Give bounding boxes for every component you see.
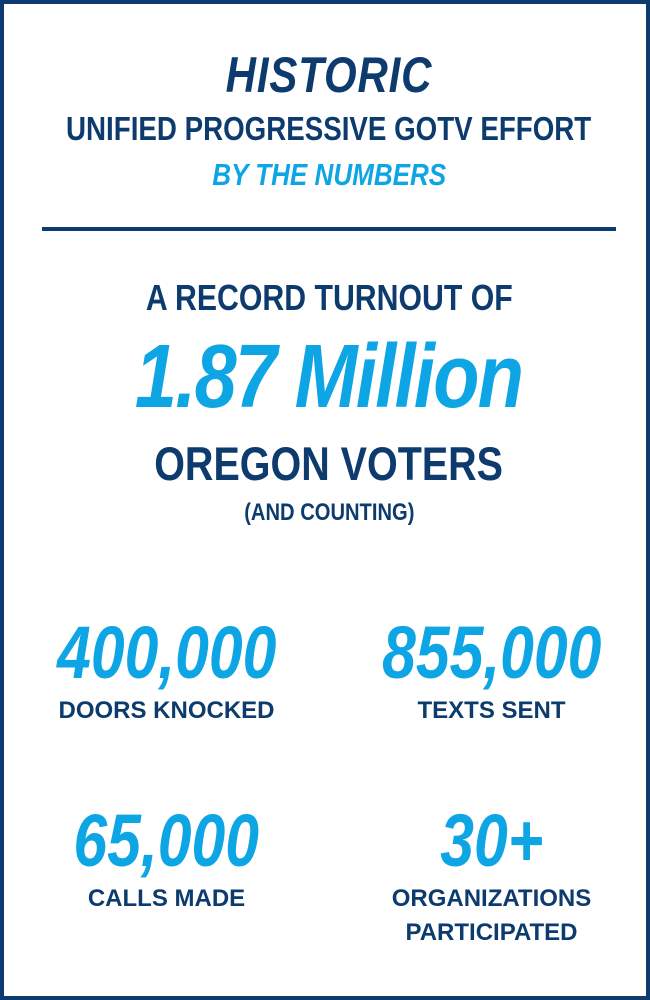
stat-texts-sent xyxy=(329,611,650,728)
stat-calls-made xyxy=(4,799,329,916)
divider xyxy=(42,227,616,231)
headline-lead xyxy=(4,277,650,318)
stat-label: DOORS KNOCKED xyxy=(58,697,275,724)
headline-note-text: (AND COUNTING) xyxy=(243,499,415,526)
stat-value: 65,000 xyxy=(73,799,260,882)
headline-subject-text: OREGON VOTERS xyxy=(154,437,504,490)
stat-label: TEXTS SENT xyxy=(417,697,566,724)
headline-figure-text: 1.87 Million xyxy=(135,327,523,427)
stat-label: CALLS MADE xyxy=(87,885,246,912)
headline-lead-text: A RECORD TURNOUT OF xyxy=(145,277,513,318)
subtitle-text: UNIFIED PROGRESSIVE GOTV EFFORT xyxy=(66,110,592,147)
title xyxy=(4,47,650,103)
subtitle xyxy=(4,112,650,145)
stat-doors-knocked xyxy=(4,611,329,728)
title-text: HISTORIC xyxy=(225,47,433,103)
stat-value: 30+ xyxy=(440,799,543,882)
stat-value: 400,000 xyxy=(56,611,277,694)
stat-organizations xyxy=(329,799,650,950)
headline-note xyxy=(4,501,650,525)
tagline xyxy=(4,159,650,190)
headline-subject xyxy=(4,437,650,490)
stat-label-line2: PARTICIPATED xyxy=(405,919,578,946)
stat-value: 855,000 xyxy=(381,611,602,694)
tagline-text: BY THE NUMBERS xyxy=(212,157,446,192)
stat-label-line1: ORGANIZATIONS xyxy=(391,885,592,912)
headline-figure xyxy=(4,327,650,427)
